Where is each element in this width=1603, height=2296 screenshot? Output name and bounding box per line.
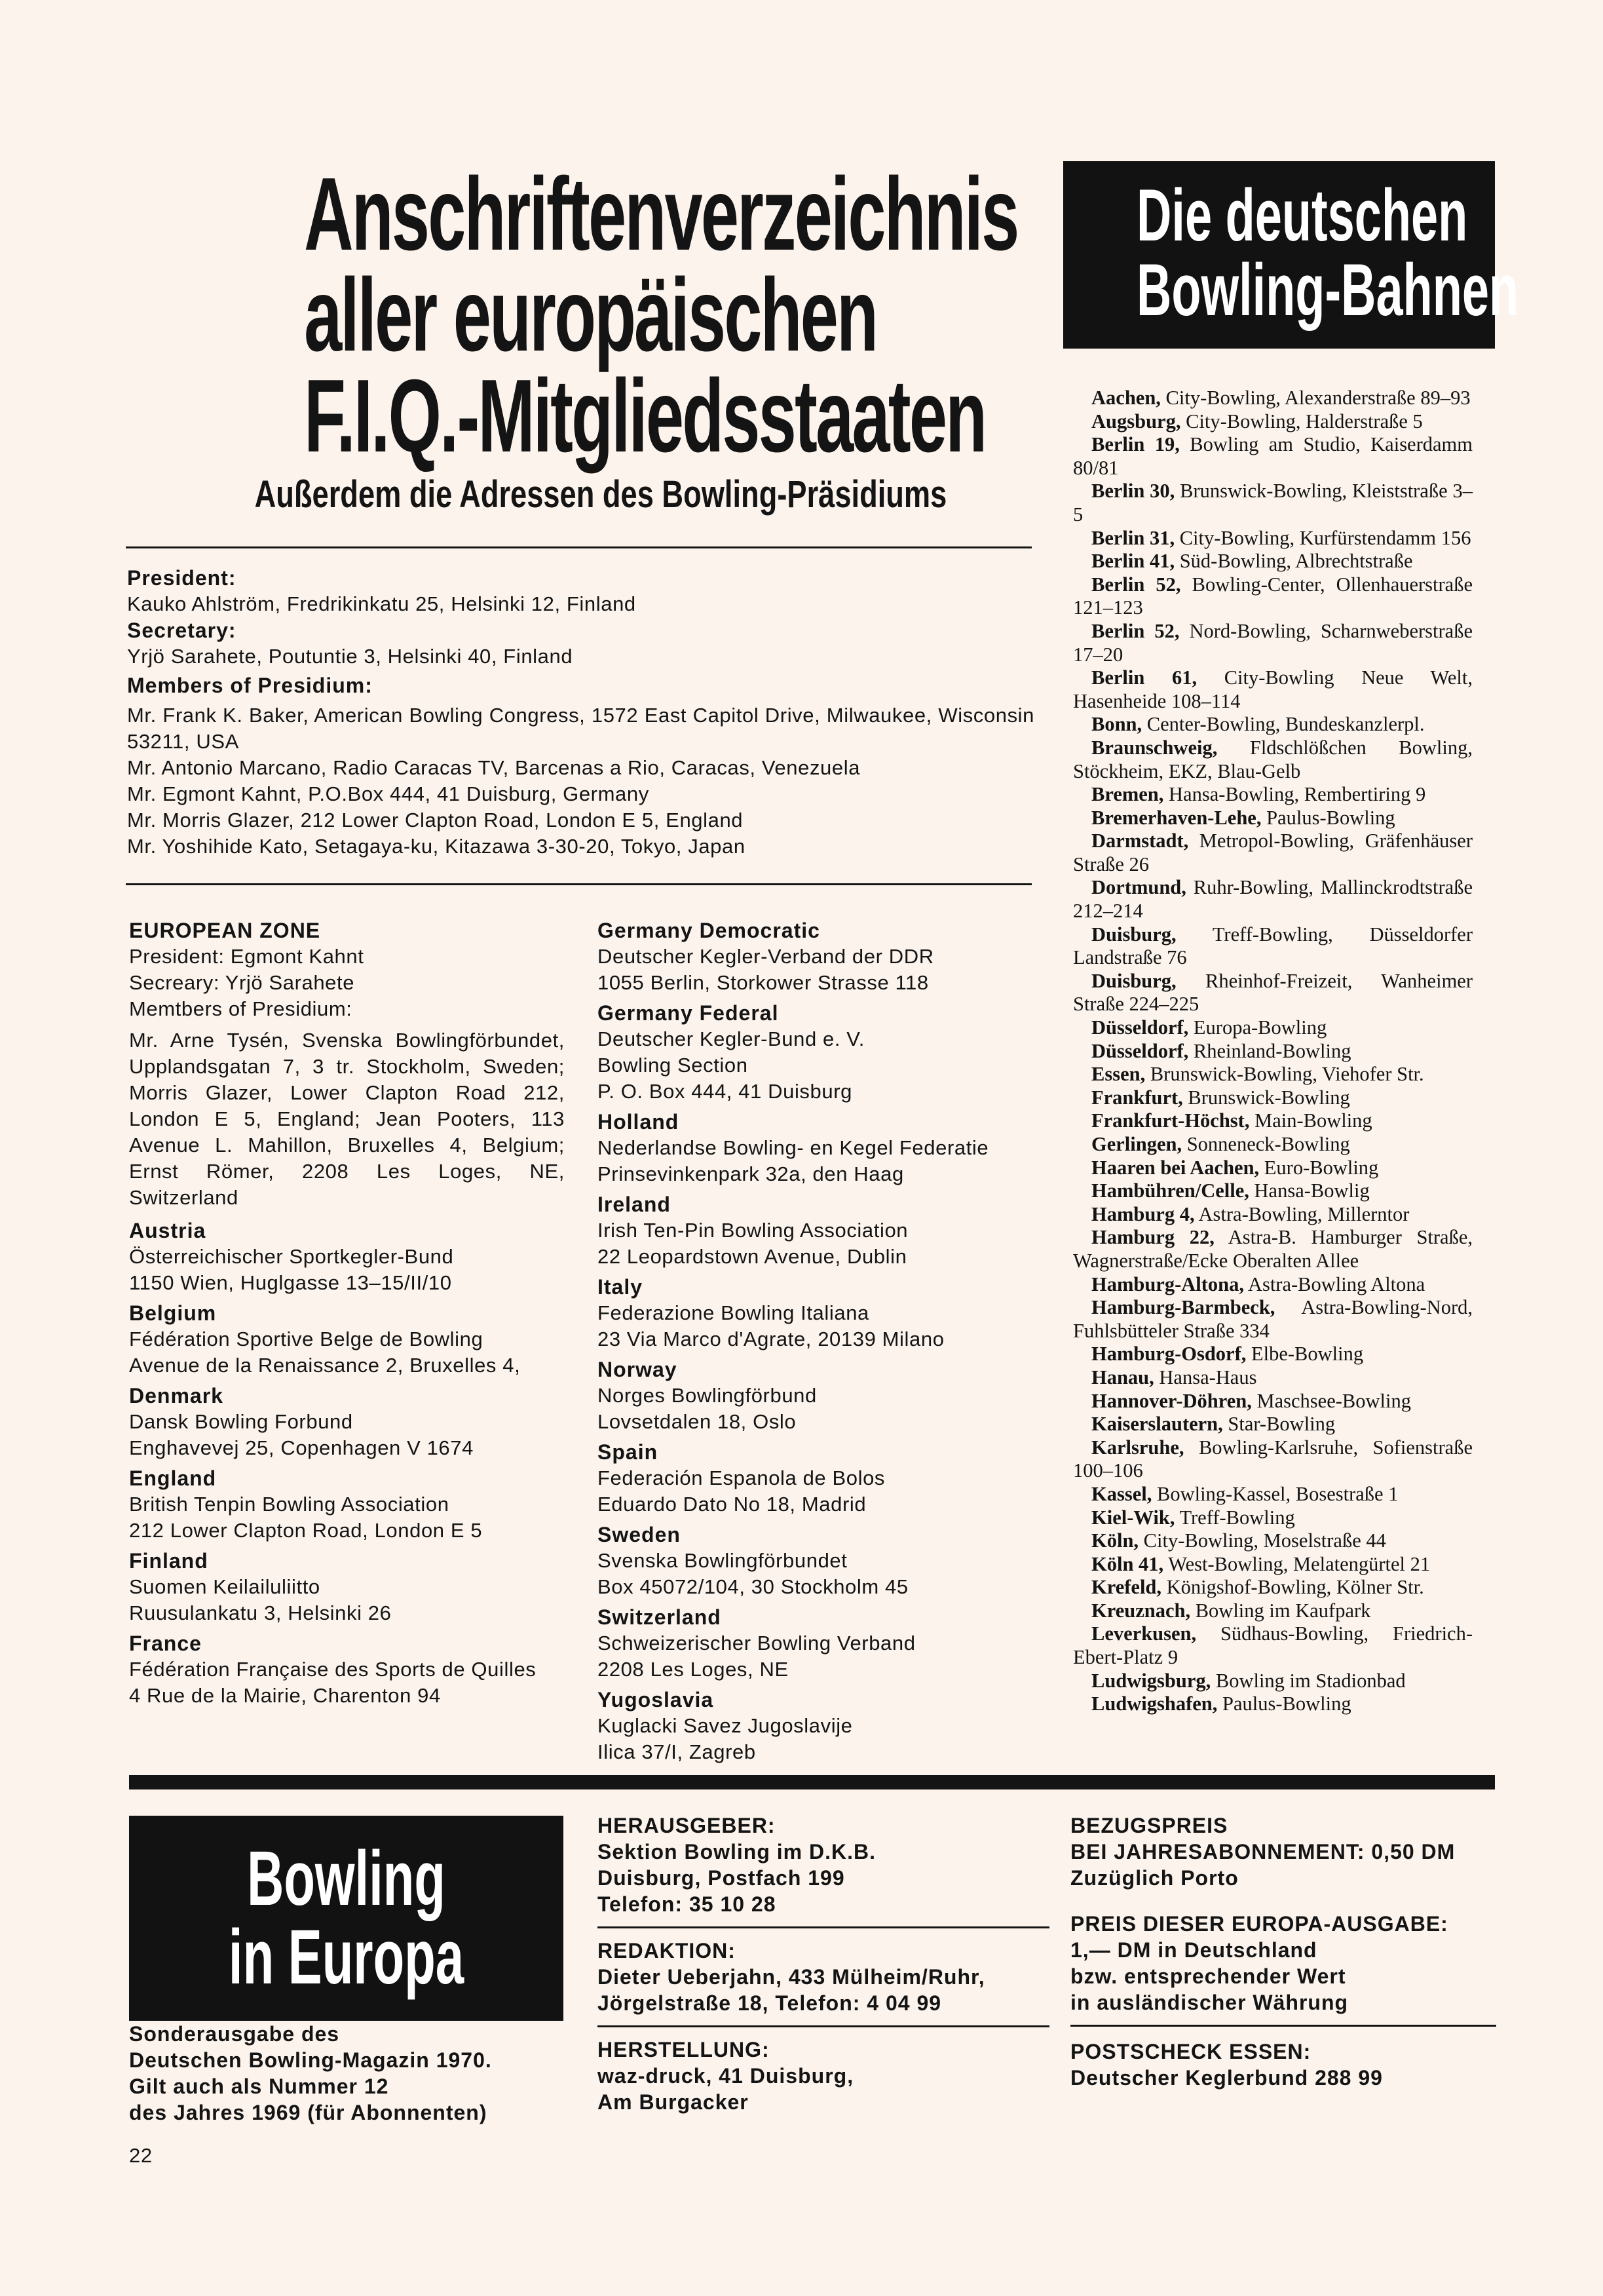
bowling-lane-entry bbox=[1073, 1529, 1473, 1553]
city-name: Bonn, bbox=[1091, 713, 1142, 736]
country-name: Germany Federal bbox=[597, 1001, 779, 1025]
member-entry: Mr. Egmont Kahnt, P.O.Box 444, 41 Duisburg, Germany bbox=[127, 782, 649, 805]
member-entry: Mr. Frank K. Baker, American Bowling Congress, 1572 East Capitol Drive, Milwaukee, Wisconsin 53211, USA bbox=[127, 704, 1034, 753]
bowling-lane-entry bbox=[1073, 1599, 1473, 1623]
country-name: Norway bbox=[597, 1358, 677, 1381]
country-name: France bbox=[129, 1632, 202, 1655]
lane-address: City-Bowling Neue Welt, Hasenheide 108–114 bbox=[1073, 666, 1473, 712]
bowling-lane-entry bbox=[1073, 1157, 1473, 1180]
bowling-lane-entry bbox=[1073, 1203, 1473, 1227]
country-address-line: Fédération Sportive Belge de Bowling bbox=[129, 1328, 483, 1350]
zone-members-label: Memtbers of Presidium: bbox=[129, 997, 352, 1020]
bowling-lanes-list bbox=[1073, 387, 1473, 1716]
country-address-line: Irish Ten-Pin Bowling Association bbox=[597, 1219, 909, 1242]
logo-line-1: Bowling bbox=[247, 1835, 445, 1922]
presidium-section bbox=[127, 565, 1034, 860]
city-name: Ludwigsburg, bbox=[1091, 1669, 1211, 1692]
city-name: Duisburg, bbox=[1091, 923, 1177, 946]
title-line-2: aller europäischen bbox=[304, 258, 877, 373]
country-entry bbox=[129, 1465, 565, 1544]
redaktion-label: REDAKTION: bbox=[597, 1939, 736, 1962]
lane-address: Treff-Bowling bbox=[1175, 1506, 1295, 1529]
lane-address: Rheinland-Bowling bbox=[1188, 1039, 1351, 1062]
country-entry bbox=[597, 1109, 1043, 1187]
bowling-lane-entry bbox=[1073, 1670, 1473, 1693]
bowling-lane-entry bbox=[1073, 433, 1473, 480]
members-list bbox=[127, 702, 1034, 860]
imprint-middle bbox=[597, 1812, 1049, 2115]
city-name: Augsburg, bbox=[1091, 410, 1181, 432]
bowling-lane-entry bbox=[1073, 923, 1473, 970]
lane-address: Fldschlößchen Bowling, Stöckheim, EKZ, Blau-Gelb bbox=[1073, 736, 1473, 782]
city-name: Berlin 41, bbox=[1091, 550, 1175, 573]
zone-members: Mr. Arne Tysén, Svenska Bowlingförbundet, Upplandsgatan 7, 3 tr. Stockholm, Sweden; Morris Glazer, Lower Clapton Road 212, London E 5, England; Jean Pooters, 113 Avenue L. Mahillon, Bruxelles 4, Belgium; Ernst Römer, 2208 Les Loges, NE, Switzerland bbox=[129, 1029, 565, 1209]
price-line: BEI JAHRESABONNEMENT: 0,50 DM bbox=[1070, 1840, 1456, 1864]
city-name: Frankfurt-Höchst, bbox=[1091, 1109, 1250, 1132]
lane-address: Maschsee-Bowling bbox=[1251, 1389, 1411, 1412]
imprint-line: Am Burgacker bbox=[597, 2090, 749, 2114]
lane-address: Bowling-Kassel, Bosestraße 1 bbox=[1152, 1482, 1399, 1505]
price-line: Zuzüglich Porto bbox=[1070, 1866, 1239, 1890]
city-name: Braunschweig, bbox=[1091, 736, 1218, 759]
country-address-line: 2208 Les Loges, NE bbox=[597, 1658, 789, 1681]
herstellung-block bbox=[597, 2025, 1049, 2115]
title-line-1: Anschriftenverzeichnis bbox=[304, 157, 1018, 272]
thick-divider bbox=[129, 1775, 1495, 1789]
country-address-line: Dansk Bowling Forbund bbox=[129, 1410, 353, 1433]
lane-address: West-Bowling, Melatengürtel 21 bbox=[1163, 1552, 1431, 1575]
postscheck-line: POSTSCHECK ESSEN: bbox=[1070, 2040, 1311, 2063]
president-value: Kauko Ahlström, Fredrikinkatu 25, Helsinki 12, Finland bbox=[127, 592, 636, 615]
lane-address: Center-Bowling, Bundeskanzlerpl. bbox=[1142, 713, 1425, 736]
bowling-lane-entry bbox=[1073, 1109, 1473, 1133]
lane-address: Ruhr-Bowling, Mallinckrodtstraße 212–214 bbox=[1073, 876, 1473, 923]
member-entry: Mr. Antonio Marcano, Radio Caracas TV, Barcenas a Rio, Caracas, Venezuela bbox=[127, 756, 861, 779]
country-name: Ireland bbox=[597, 1193, 671, 1216]
city-name: Karlsruhe, bbox=[1091, 1436, 1184, 1459]
imprint-right bbox=[1070, 1812, 1496, 2091]
country-address-line: 212 Lower Clapton Road, London E 5 bbox=[129, 1519, 483, 1542]
country-address-line: Norges Bowlingförbund bbox=[597, 1384, 817, 1407]
president-label: President: bbox=[127, 566, 236, 590]
bowling-lane-entry bbox=[1073, 1693, 1473, 1716]
bowling-lane-entry bbox=[1073, 1576, 1473, 1599]
country-address-line: Avenue de la Renaissance 2, Bruxelles 4, bbox=[129, 1354, 521, 1377]
country-address-line: Eduardo Dato No 18, Madrid bbox=[597, 1493, 867, 1516]
secretary-label: Secretary: bbox=[127, 619, 236, 642]
city-name: Essen, bbox=[1091, 1063, 1146, 1086]
bowling-lane-entry bbox=[1073, 1016, 1473, 1040]
country-name: Germany Democratic bbox=[597, 919, 820, 942]
lane-address: Hansa-Haus bbox=[1154, 1366, 1257, 1388]
country-name: Finland bbox=[129, 1549, 208, 1573]
country-entry bbox=[129, 1300, 565, 1379]
country-entry bbox=[597, 1521, 1043, 1600]
city-name: Köln, bbox=[1091, 1529, 1139, 1552]
city-name: Hanau, bbox=[1091, 1366, 1154, 1388]
bowling-lane-entry bbox=[1073, 876, 1473, 923]
lane-address: Nord-Bowling, Scharnweberstraße 17–20 bbox=[1073, 619, 1473, 666]
city-name: Hamburg 4, bbox=[1091, 1202, 1195, 1225]
bowling-lane-entry bbox=[1073, 387, 1473, 410]
european-zone-heading: EUROPEAN ZONE bbox=[129, 919, 321, 942]
city-name: Bremerhaven-Lehe, bbox=[1091, 806, 1262, 829]
bowling-lane-entry bbox=[1073, 1506, 1473, 1530]
country-name: Switzerland bbox=[597, 1605, 721, 1629]
country-address-line: British Tenpin Bowling Association bbox=[129, 1493, 449, 1516]
bowling-lane-entry bbox=[1073, 737, 1473, 783]
imprint-line: Sektion Bowling im D.K.B. bbox=[597, 1840, 877, 1864]
price-line: 1,— DM in Deutschland bbox=[1070, 1938, 1317, 1962]
redaktion-block bbox=[597, 1926, 1049, 2016]
bowling-lane-entry bbox=[1073, 807, 1473, 830]
country-entry bbox=[597, 1000, 1043, 1105]
lane-address: Bowling-Center, Ollenhauerstraße 121–123 bbox=[1073, 573, 1473, 619]
lane-address: Bowling im Stadionbad bbox=[1211, 1669, 1406, 1692]
zone-president: President: Egmont Kahnt bbox=[129, 945, 364, 968]
bowling-lane-entry bbox=[1073, 1086, 1473, 1110]
lane-address: Elbe-Bowling bbox=[1246, 1343, 1364, 1366]
country-address-line: P. O. Box 444, 41 Duisburg bbox=[597, 1080, 852, 1103]
lane-address: City-Bowling, Halderstraße 5 bbox=[1180, 410, 1423, 432]
bowling-lane-entry bbox=[1073, 1553, 1473, 1577]
country-entry bbox=[129, 1548, 565, 1626]
imprint-line: waz-druck, 41 Duisburg, bbox=[597, 2064, 854, 2088]
bowling-lane-entry bbox=[1073, 1063, 1473, 1086]
country-address-line: Nederlandse Bowling- en Kegel Federatie bbox=[597, 1136, 989, 1159]
lane-address: Südhaus-Bowling, Friedrich-Ebert-Platz 9 bbox=[1073, 1622, 1473, 1669]
european-zone bbox=[129, 917, 565, 1709]
country-address-line: Prinsevinkenpark 32a, den Haag bbox=[597, 1162, 904, 1185]
country-address-line: Ilica 37/I, Zagreb bbox=[597, 1740, 756, 1763]
city-name: Berlin 52, bbox=[1091, 573, 1181, 596]
bowling-lane-entry bbox=[1073, 1226, 1473, 1272]
bowling-lane-entry bbox=[1073, 620, 1473, 666]
country-entry bbox=[597, 1687, 1043, 1765]
country-address-line: Kuglacki Savez Jugoslavije bbox=[597, 1714, 853, 1737]
bowling-lane-entry bbox=[1073, 410, 1473, 434]
herausgeber-label: HERAUSGEBER: bbox=[597, 1814, 776, 1837]
bowling-lane-entry bbox=[1073, 480, 1473, 526]
note-line: Sonderausgabe des bbox=[129, 2022, 340, 2046]
lane-address: Astra-Bowling-Nord, Fuhlsbütteler Straße 334 bbox=[1073, 1296, 1473, 1342]
price-line: bzw. entsprechender Wert bbox=[1070, 1964, 1346, 1988]
country-name: Spain bbox=[597, 1440, 658, 1464]
city-name: Aachen, bbox=[1091, 387, 1161, 409]
city-name: Dortmund, bbox=[1091, 876, 1186, 899]
country-address-line: Bowling Section bbox=[597, 1054, 748, 1077]
city-name: Kaiserslautern, bbox=[1091, 1413, 1223, 1436]
city-name: Hamburg 22, bbox=[1091, 1226, 1215, 1249]
zone-secretary: Secreary: Yrjö Sarahete bbox=[129, 971, 355, 994]
bowling-lane-entry bbox=[1073, 1040, 1473, 1063]
country-address-line: Federazione Bowling Italiana bbox=[597, 1301, 869, 1324]
bowling-in-europa-logo bbox=[129, 1816, 563, 2021]
city-name: Hannover-Döhren, bbox=[1091, 1389, 1252, 1412]
country-address-line: Deutscher Kegler-Bund e. V. bbox=[597, 1027, 865, 1050]
bowling-lane-entry bbox=[1073, 666, 1473, 713]
lane-address: Hansa-Bowlig bbox=[1249, 1179, 1370, 1202]
lane-address: Star-Bowling bbox=[1222, 1413, 1336, 1436]
country-entry bbox=[597, 1604, 1043, 1683]
country-address-line: 23 Via Marco d'Agrate, 20139 Milano bbox=[597, 1328, 945, 1350]
country-address-line: Schweizerischer Bowling Verband bbox=[597, 1632, 916, 1655]
lane-address: Paulus-Bowling bbox=[1261, 806, 1395, 829]
lane-address: Bowling im Kaufpark bbox=[1190, 1599, 1371, 1622]
lane-address: Euro-Bowling bbox=[1259, 1156, 1379, 1179]
country-address-line: Suomen Keilailuliitto bbox=[129, 1575, 320, 1598]
lane-address: Astra-Bowling Altona bbox=[1244, 1272, 1425, 1295]
members-label: Members of Presidium: bbox=[127, 674, 373, 697]
lane-address: Bowling am Studio, Kaiserdamm 80/81 bbox=[1073, 433, 1473, 479]
bowling-lane-entry bbox=[1073, 1366, 1473, 1390]
country-address-line: Österreichischer Sportkegler-Bund bbox=[129, 1245, 454, 1268]
bowling-lane-entry bbox=[1073, 573, 1473, 620]
bowling-lane-entry bbox=[1073, 1179, 1473, 1203]
bowling-lane-entry bbox=[1073, 1413, 1473, 1436]
city-name: Berlin 31, bbox=[1091, 526, 1175, 549]
countries-left bbox=[129, 1217, 565, 1709]
lane-address: Treff-Bowling, Düsseldorfer Landstraße 76 bbox=[1073, 923, 1473, 969]
title-line-3: F.I.Q.-Mitgliedsstaaten bbox=[304, 358, 986, 474]
city-name: Bremen, bbox=[1091, 783, 1164, 806]
country-name: Belgium bbox=[129, 1301, 217, 1325]
bowling-lane-entry bbox=[1073, 527, 1473, 550]
lane-address: Brunswick-Bowling bbox=[1182, 1086, 1350, 1109]
city-name: Kreuznach, bbox=[1091, 1599, 1191, 1622]
price-line: in ausländischer Währung bbox=[1070, 1991, 1349, 2014]
country-name: Italy bbox=[597, 1275, 643, 1299]
logo-line-2: in Europa bbox=[228, 1914, 464, 2000]
city-name: Düsseldorf, bbox=[1091, 1039, 1189, 1062]
city-name: Leverkusen, bbox=[1091, 1622, 1197, 1645]
lane-address: Hansa-Bowling, Rembertiring 9 bbox=[1163, 783, 1426, 806]
lane-address: City-Bowling, Kurfürstendamm 156 bbox=[1175, 526, 1471, 549]
lane-address: Europa-Bowling bbox=[1188, 1016, 1327, 1039]
bowling-lane-entry bbox=[1073, 1436, 1473, 1483]
lane-address: City-Bowling, Alexanderstraße 89–93 bbox=[1160, 387, 1471, 409]
imprint-line: Telefon: 35 10 28 bbox=[597, 1892, 776, 1916]
country-address-line: Lovsetdalen 18, Oslo bbox=[597, 1410, 797, 1433]
bowling-lane-entry bbox=[1073, 830, 1473, 876]
country-entry bbox=[597, 1439, 1043, 1518]
country-address-line: Enghavevej 25, Copenhagen V 1674 bbox=[129, 1436, 474, 1459]
city-name: Berlin 52, bbox=[1091, 619, 1180, 642]
countries-middle bbox=[597, 917, 1043, 1765]
city-name: Gerlingen, bbox=[1091, 1133, 1182, 1155]
country-entry bbox=[129, 1630, 565, 1709]
imprint-line: Dieter Ueberjahn, 433 Mülheim/Ruhr, bbox=[597, 1965, 985, 1989]
city-name: Berlin 61, bbox=[1091, 666, 1198, 689]
city-name: Berlin 19, bbox=[1091, 433, 1180, 456]
country-address-line: Box 45072/104, 30 Stockholm 45 bbox=[597, 1575, 909, 1598]
divider bbox=[126, 883, 1032, 885]
note-line: Gilt auch als Nummer 12 bbox=[129, 2075, 389, 2098]
lane-address: Astra-B. Hamburger Straße, Wagnerstraße/Ecke Oberalten Allee bbox=[1073, 1226, 1473, 1272]
country-address-line: Deutscher Kegler-Verband der DDR bbox=[597, 945, 934, 968]
country-address-line: 1150 Wien, Huglgasse 13–15/II/10 bbox=[129, 1271, 452, 1294]
country-entry bbox=[597, 1191, 1043, 1270]
country-name: Denmark bbox=[129, 1384, 223, 1407]
bowling-lane-entry bbox=[1073, 1390, 1473, 1413]
herstellung-label: HERSTELLUNG: bbox=[597, 2038, 770, 2061]
bowling-lane-entry bbox=[1073, 1273, 1473, 1297]
bowling-lane-entry bbox=[1073, 1622, 1473, 1669]
bowling-lane-entry bbox=[1073, 783, 1473, 807]
country-address-line: Ruusulankatu 3, Helsinki 26 bbox=[129, 1601, 392, 1624]
bowling-lane-entry bbox=[1073, 970, 1473, 1016]
city-name: Düsseldorf, bbox=[1091, 1016, 1189, 1039]
country-entry bbox=[129, 1217, 565, 1296]
lane-address: Brunswick-Bowling, Viehofer Str. bbox=[1145, 1063, 1424, 1086]
country-entry bbox=[129, 1383, 565, 1461]
bahnen-title-line-1: Die deutschen bbox=[1137, 174, 1468, 256]
country-name: England bbox=[129, 1466, 217, 1490]
secretary-value: Yrjö Sarahete, Poutuntie 3, Helsinki 40, Finland bbox=[127, 645, 573, 668]
lane-address: City-Bowling, Moselstraße 44 bbox=[1139, 1529, 1386, 1552]
country-address-line: Fédération Française des Sports de Quilles bbox=[129, 1658, 537, 1681]
lane-address: Königshof-Bowling, Kölner Str. bbox=[1161, 1576, 1424, 1599]
divider bbox=[126, 546, 1032, 548]
imprint-line: Jörgelstraße 18, Telefon: 4 04 99 bbox=[597, 1991, 942, 2015]
bowling-lane-entry bbox=[1073, 550, 1473, 573]
city-name: Köln 41, bbox=[1091, 1552, 1164, 1575]
lane-address: Brunswick-Bowling, Kleiststraße 3–5 bbox=[1073, 480, 1473, 526]
country-name: Holland bbox=[597, 1110, 679, 1134]
lane-address: Main-Bowling bbox=[1249, 1109, 1372, 1132]
city-name: Duisburg, bbox=[1091, 969, 1177, 992]
member-entry: Mr. Morris Glazer, 212 Lower Clapton Road, London E 5, England bbox=[127, 809, 744, 832]
bahnen-title-line-2: Bowling-Bahnen bbox=[1137, 249, 1519, 331]
city-name: Haaren bei Aachen, bbox=[1091, 1156, 1260, 1179]
city-name: Kassel, bbox=[1091, 1482, 1152, 1505]
city-name: Kiel-Wik, bbox=[1091, 1506, 1175, 1529]
city-name: Berlin 30, bbox=[1091, 480, 1175, 503]
country-address-line: 1055 Berlin, Storkower Strasse 118 bbox=[597, 971, 929, 994]
edition-note bbox=[129, 2021, 575, 2126]
city-name: Ludwigshafen, bbox=[1091, 1693, 1218, 1715]
note-line: Deutschen Bowling-Magazin 1970. bbox=[129, 2048, 492, 2072]
bowling-lane-entry bbox=[1073, 1343, 1473, 1366]
price-line: BEZUGSPREIS bbox=[1070, 1814, 1228, 1837]
lane-address: Sonneneck-Bowling bbox=[1182, 1133, 1350, 1155]
lane-address: Paulus-Bowling bbox=[1217, 1693, 1351, 1715]
bahnen-title-box bbox=[1063, 161, 1519, 349]
city-name: Hambühren/Celle, bbox=[1091, 1179, 1249, 1202]
country-entry bbox=[597, 1274, 1043, 1352]
bowling-lane-entry bbox=[1073, 1133, 1473, 1157]
country-address-line: Federación Espanola de Bolos bbox=[597, 1466, 886, 1489]
imprint-line: Duisburg, Postfach 199 bbox=[597, 1866, 845, 1890]
page-number: 22 bbox=[129, 2144, 153, 2167]
country-name: Austria bbox=[129, 1219, 206, 1242]
page-title bbox=[164, 157, 1018, 518]
note-line: des Jahres 1969 (für Abonnenten) bbox=[129, 2101, 487, 2124]
city-name: Hamburg-Barmbeck, bbox=[1091, 1296, 1275, 1319]
bowling-lane-entry bbox=[1073, 1296, 1473, 1343]
country-name: Sweden bbox=[597, 1523, 681, 1546]
postscheck-line: Deutscher Keglerbund 288 99 bbox=[1070, 2066, 1383, 2090]
city-name: Hamburg-Osdorf, bbox=[1091, 1343, 1247, 1366]
country-entry bbox=[597, 917, 1043, 996]
lane-address: Astra-Bowling, Millerntor bbox=[1194, 1202, 1410, 1225]
bowling-lane-entry bbox=[1073, 1483, 1473, 1506]
city-name: Darmstadt, bbox=[1091, 830, 1189, 852]
city-name: Hamburg-Altona, bbox=[1091, 1272, 1244, 1295]
country-name: Yugoslavia bbox=[597, 1688, 714, 1712]
lane-address: Rheinhof-Freizeit, Wanheimer Straße 224–225 bbox=[1073, 969, 1473, 1016]
lane-address: Metropol-Bowling, Gräfenhäuser Straße 26 bbox=[1073, 830, 1473, 875]
city-name: Krefeld, bbox=[1091, 1576, 1162, 1599]
country-address-line: Svenska Bowlingförbundet bbox=[597, 1549, 848, 1572]
subtitle: Außerdem die Adressen des Bowling-Präsidiums bbox=[254, 473, 947, 516]
country-address-line: 4 Rue de la Mairie, Charenton 94 bbox=[129, 1684, 441, 1707]
country-entry bbox=[597, 1356, 1043, 1435]
lane-address: Süd-Bowling, Albrechtstraße bbox=[1175, 550, 1413, 573]
country-address-line: 22 Leopardstown Avenue, Dublin bbox=[597, 1245, 907, 1268]
bowling-lane-entry bbox=[1073, 713, 1473, 737]
member-entry: Mr. Yoshihide Kato, Setagaya-ku, Kitazawa 3-30-20, Tokyo, Japan bbox=[127, 835, 745, 858]
city-name: Frankfurt, bbox=[1091, 1086, 1183, 1109]
lane-address: Bowling-Karlsruhe, Sofienstraße 100–106 bbox=[1073, 1436, 1473, 1482]
price-line: PREIS DIESER EUROPA-AUSGABE: bbox=[1070, 1912, 1448, 1936]
